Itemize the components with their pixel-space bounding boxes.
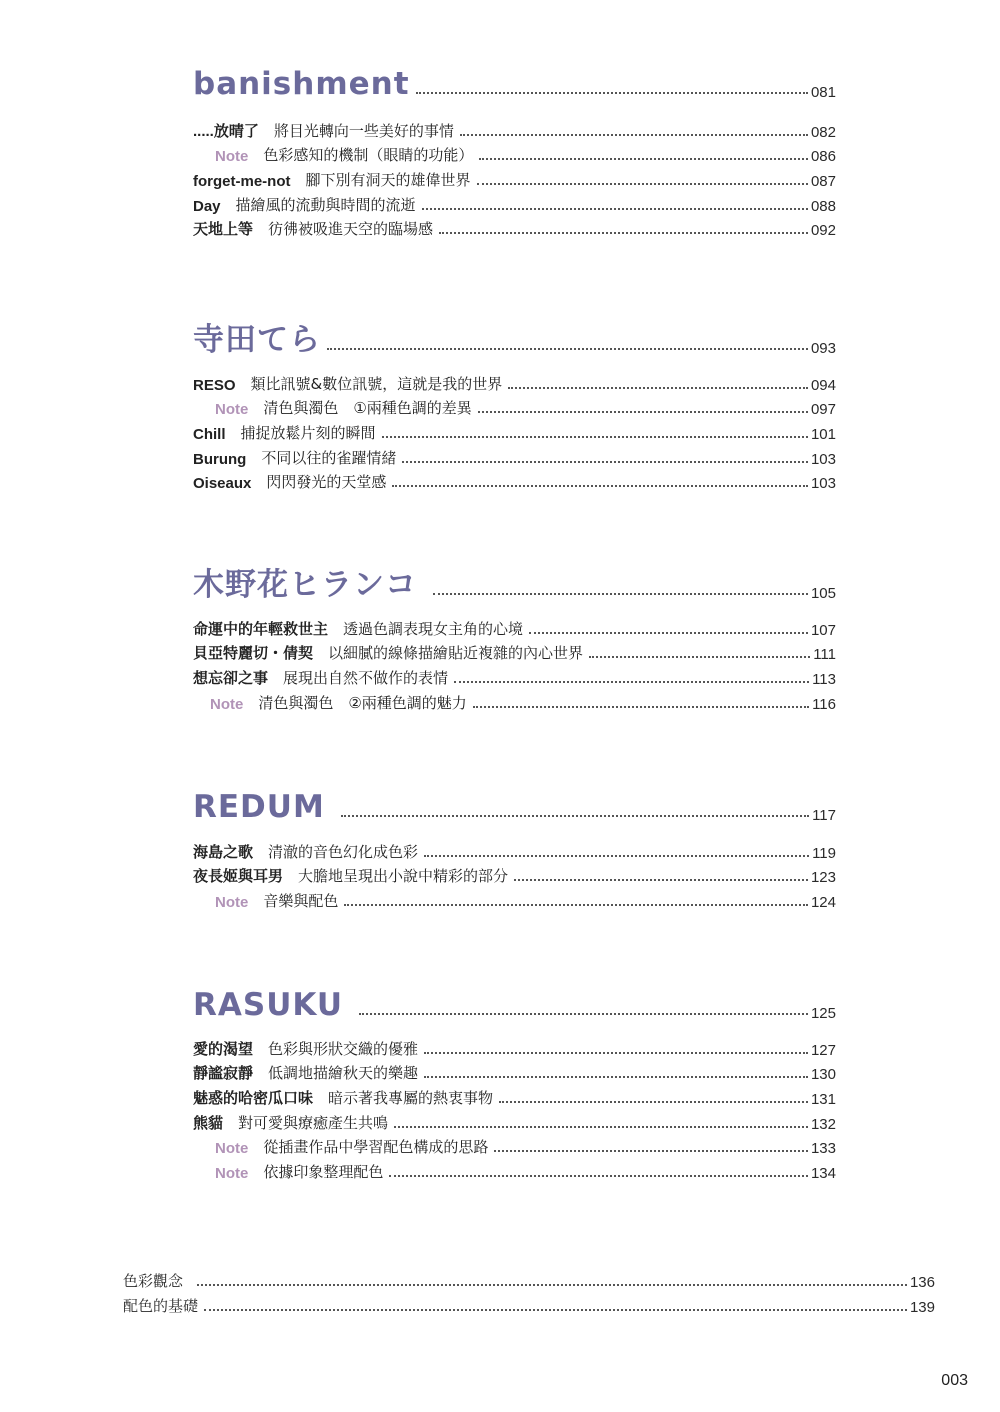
entry-description: 以細膩的線條描繪貼近複雜的內心世界 (328, 644, 584, 663)
toc-entry[interactable] (193, 215, 836, 240)
section-page: 081 (810, 84, 836, 101)
entry-title: 魅惑的哈密瓜口味 (193, 1090, 314, 1108)
toc-entry[interactable] (193, 862, 836, 887)
entry-page: 124 (810, 894, 836, 912)
entry-title: 想忘卻之事 (193, 670, 269, 688)
appendix-entry[interactable] (123, 1266, 935, 1291)
toc-entry-note[interactable] (193, 394, 836, 419)
entry-page: 094 (810, 376, 836, 394)
section-heading-row (193, 318, 836, 358)
section-page: 125 (810, 1005, 836, 1022)
toc-entry[interactable] (193, 837, 836, 862)
entry-description: 彷彿被吸進天空的臨場感 (268, 220, 434, 239)
entry-title: .....放晴了 (193, 122, 259, 140)
section-page: 117 (812, 807, 836, 824)
toc-entry-note[interactable] (193, 1157, 836, 1182)
appendix-title: 色彩觀念 (123, 1272, 184, 1290)
entry-description: 大膽地呈現出小說中精彩的部分 (298, 867, 509, 886)
leader-dots (389, 1175, 808, 1177)
entry-title: Day (193, 197, 221, 215)
leader-dots (439, 232, 808, 234)
entry-description: 展現出自然不做作的表情 (283, 669, 449, 688)
entry-page: 082 (810, 123, 836, 141)
section-title: RASUKU (193, 987, 344, 1023)
leader-dots (499, 1101, 808, 1103)
entry-title: Burung (193, 450, 247, 468)
appendix-page: 136 (909, 1274, 935, 1291)
entry-page: 088 (810, 197, 836, 215)
toc-section-redum (193, 785, 836, 911)
entry-title: 熊貓 (193, 1114, 224, 1132)
leader-dots (424, 1052, 808, 1054)
note-label: Note (215, 894, 249, 912)
toc-section-rasuku (193, 983, 836, 1182)
leader-dots (424, 1076, 808, 1078)
entry-list (193, 837, 836, 911)
toc-entry[interactable] (193, 1108, 836, 1133)
appendix-list (123, 1266, 935, 1316)
entry-description: 依據印象整理配色 (263, 1163, 384, 1182)
leader-dots (422, 208, 808, 210)
entry-title: 貝亞特麗切・倩契 (193, 645, 314, 663)
leader-dots (478, 411, 808, 413)
entry-title: 天地上等 (193, 221, 254, 239)
leader-dots (394, 1126, 808, 1128)
leader-dots (479, 158, 808, 160)
section-title: banishment (193, 66, 410, 102)
entry-page: 123 (810, 869, 836, 887)
entry-list (193, 369, 836, 492)
entry-page: 116 (812, 695, 836, 713)
entry-description: 色彩感知的機制（眼睛的功能） (263, 146, 474, 165)
section-heading-row (193, 62, 836, 102)
section-title: 寺田てら (193, 322, 321, 358)
entry-page: 119 (812, 844, 836, 862)
note-label: Note (210, 695, 244, 713)
note-label: Note (215, 1165, 249, 1183)
page-number: 003 (941, 1372, 968, 1389)
note-label: Note (215, 401, 249, 419)
leader-dots (197, 1284, 907, 1286)
entry-list (193, 116, 836, 239)
entry-page: 111 (813, 646, 836, 664)
entry-title: RESO (193, 376, 236, 394)
entry-description: 閃閃發光的天堂感 (266, 473, 387, 492)
toc-section-terada-tera (193, 318, 836, 492)
leader-dots (402, 461, 808, 463)
leader-dots (508, 387, 808, 389)
toc-entry[interactable] (193, 190, 836, 215)
entry-description: 捕捉放鬆片刻的瞬間 (240, 424, 376, 443)
entry-page: 097 (810, 401, 836, 419)
entry-title: 命運中的年輕救世主 (193, 620, 329, 638)
toc-entry[interactable] (193, 116, 836, 141)
entry-description: 從插畫作品中學習配色構成的思路 (263, 1138, 489, 1157)
toc-section-kinohana-hiranko (193, 563, 836, 713)
leader-dots (494, 1150, 808, 1152)
entry-page: 103 (810, 450, 836, 468)
entry-title: 夜長姬與耳男 (193, 868, 284, 886)
entry-description: 將目光轉向一些美好的事情 (273, 121, 454, 140)
toc-entry[interactable] (193, 663, 836, 688)
leader-dots (589, 656, 810, 658)
leader-dots (473, 706, 809, 708)
entry-page: 130 (810, 1066, 836, 1084)
entry-page: 101 (810, 426, 836, 444)
entry-description: 對可愛與療癒產生共鳴 (238, 1113, 389, 1132)
entry-title: Oiseaux (193, 475, 252, 493)
section-page: 093 (810, 340, 836, 357)
entry-title: 愛的渴望 (193, 1040, 254, 1058)
section-heading-row (193, 563, 836, 603)
entry-description: 描繪風的流動與時間的流逝 (235, 195, 416, 214)
entry-title: Chill (193, 426, 226, 444)
toc-entry[interactable] (193, 639, 836, 664)
toc-entry-note[interactable] (193, 688, 836, 713)
leader-dots (424, 855, 809, 857)
entry-page: 103 (810, 475, 836, 493)
appendix-entry[interactable] (123, 1291, 935, 1316)
entry-page: 107 (810, 621, 836, 639)
entry-description: 暗示著我專屬的熱衷事物 (328, 1089, 494, 1108)
appendix-page: 139 (909, 1299, 935, 1316)
entry-title: 靜謐寂靜 (193, 1065, 254, 1083)
leader-dots (344, 904, 808, 906)
entry-description: 清色與濁色 ②兩種色調的魅力 (258, 693, 467, 712)
section-title: 木野花ヒランコ (193, 567, 417, 603)
entry-description: 清色與濁色 ①兩種色調的差異 (263, 399, 472, 418)
toc-entry-note[interactable] (193, 886, 836, 911)
entry-page: 086 (810, 148, 836, 166)
entry-page: 092 (810, 222, 836, 240)
toc-entry[interactable] (193, 443, 836, 468)
toc-entry[interactable] (193, 418, 836, 443)
entry-page: 133 (810, 1140, 836, 1158)
toc-entry[interactable] (193, 1034, 836, 1059)
entry-page: 127 (810, 1041, 836, 1059)
toc-entry[interactable] (193, 1083, 836, 1108)
entry-page: 087 (810, 173, 836, 191)
leader-dots (341, 815, 809, 817)
leader-dots (454, 681, 809, 683)
leader-dots (416, 92, 808, 94)
leader-dots (204, 1309, 907, 1311)
toc-entry[interactable] (193, 1059, 836, 1084)
section-title: REDUM (193, 789, 325, 825)
entry-list (193, 1034, 836, 1182)
leader-dots (327, 348, 808, 350)
toc-entry[interactable] (193, 614, 836, 639)
entry-page: 113 (812, 671, 836, 689)
entry-page: 134 (810, 1165, 836, 1183)
section-heading-row (193, 983, 836, 1023)
entry-description: 音樂與配色 (263, 892, 339, 911)
entry-title: forget-me-not (193, 173, 291, 191)
leader-dots (477, 183, 808, 185)
entry-description: 腳下別有洞天的雄偉世界 (305, 171, 471, 190)
section-heading-row (193, 785, 836, 825)
entry-description: 色彩與形狀交織的優雅 (268, 1039, 419, 1058)
appendix-title: 配色的基礎 (123, 1297, 199, 1315)
toc-entry[interactable] (193, 165, 836, 190)
note-label: Note (215, 148, 249, 166)
leader-dots (359, 1013, 808, 1015)
entry-title: 海島之歌 (193, 843, 254, 861)
entry-description: 低調地描繪秋天的樂趣 (268, 1064, 419, 1083)
toc-entry-note[interactable] (193, 1133, 836, 1158)
section-page: 105 (810, 585, 836, 602)
leader-dots (382, 436, 808, 438)
leader-dots (529, 632, 808, 634)
note-label: Note (215, 1140, 249, 1158)
toc-entry[interactable] (193, 468, 836, 493)
toc-entry[interactable] (193, 369, 836, 394)
entry-page: 132 (810, 1115, 836, 1133)
entry-description: 透過色調表現女主角的心境 (343, 619, 524, 638)
entry-description: 不同以往的雀躍情緒 (261, 448, 397, 467)
leader-dots (392, 485, 808, 487)
leader-dots (460, 134, 808, 136)
toc-section-banishment (193, 62, 836, 239)
entry-list (193, 614, 836, 713)
leader-dots (433, 593, 808, 595)
toc-entry-note[interactable] (193, 141, 836, 166)
entry-description: 清澈的音色幻化成色彩 (268, 842, 419, 861)
entry-page: 131 (810, 1091, 836, 1109)
entry-description: 類比訊號&數位訊號，這就是我的世界 (250, 374, 503, 393)
leader-dots (514, 879, 808, 881)
